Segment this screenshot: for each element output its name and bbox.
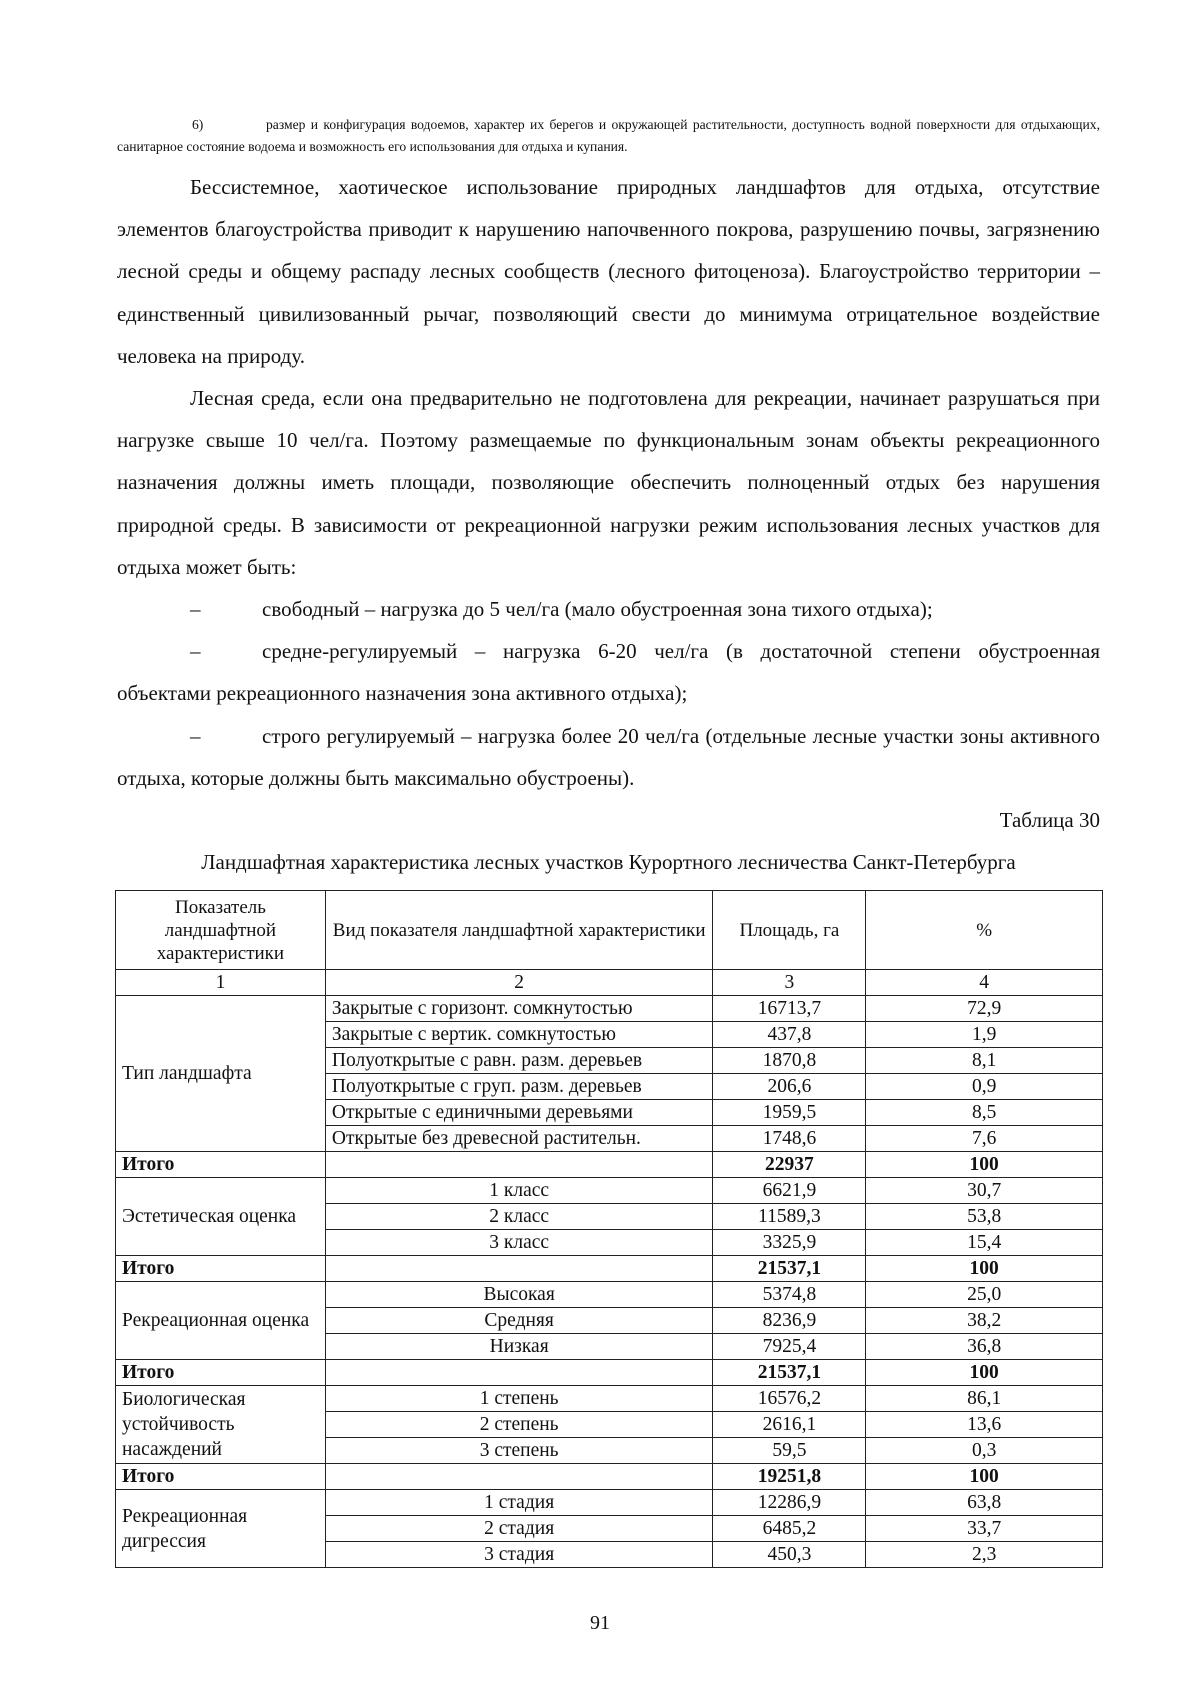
percent-value: 38,2 (866, 1308, 1103, 1334)
table-header-row (116, 891, 1103, 970)
total-row (116, 1152, 1103, 1178)
total-label: Итого (116, 1360, 326, 1386)
footnote-number: 6) (192, 117, 204, 132)
percent-value: 7,6 (866, 1126, 1103, 1152)
paragraph: Бессистемное, хаотическое использование природных ландшафтов для отдыха, отсутствие элементов благоустройства приводит к нарушению напочвенного покрова, разрушению почвы, загрязнению лесной среды и общему распаду лесных сообществ (лесного фитоценоза). Благоустройство территории – единственный цивилизованный рычаг, позволяющий свести до минимума отрицательное воздействие человека на природу. (117, 175, 1100, 368)
total-empty (325, 1464, 713, 1490)
percent-value: 72,9 (866, 996, 1103, 1022)
indicator-type: 1 степень (325, 1386, 713, 1412)
total-label: Итого (116, 1256, 326, 1282)
indicator-type: Средняя (325, 1308, 713, 1334)
total-label: Итого (116, 1464, 326, 1490)
group-name: Тип ландшафта (116, 996, 326, 1152)
indicator-type: Открытые с единичными деревьями (325, 1100, 713, 1126)
total-row (116, 1360, 1103, 1386)
percent-value: 2,3 (866, 1542, 1103, 1568)
footnote (117, 114, 1100, 158)
table-label: Таблица 30 (999, 808, 1100, 833)
area-value: 8236,9 (713, 1308, 866, 1334)
percent-value: 30,7 (866, 1178, 1103, 1204)
total-area: 21537,1 (713, 1360, 866, 1386)
area-value: 437,8 (713, 1022, 866, 1048)
column-number: 3 (713, 970, 866, 996)
column-number-row (116, 970, 1103, 996)
list-item-text: средне-регулируемый – нагрузка 6-20 чел/га (в достаточной степени обустроенная объектами рекреационного назначения зона активного отдыха); (117, 639, 1100, 706)
area-value: 1748,6 (713, 1126, 866, 1152)
column-number: 1 (116, 970, 326, 996)
total-percent: 100 (866, 1256, 1103, 1282)
column-number: 2 (325, 970, 713, 996)
total-percent: 100 (866, 1464, 1103, 1490)
indicator-type: Полуоткрытые с равн. разм. деревьев (325, 1048, 713, 1074)
area-value: 16576,2 (713, 1386, 866, 1412)
total-percent: 100 (866, 1152, 1103, 1178)
indicator-type: Закрытые с вертик. сомкнутостью (325, 1022, 713, 1048)
table-caption: Ландшафтная характеристика лесных участков Курортного лесничества Санкт-Петербурга (201, 850, 1016, 875)
percent-value: 63,8 (866, 1490, 1103, 1516)
area-value: 3325,9 (713, 1230, 866, 1256)
indicator-type: 3 степень (325, 1438, 713, 1464)
total-row (116, 1256, 1103, 1282)
area-value: 1870,8 (713, 1048, 866, 1074)
indicator-type: 1 класс (325, 1178, 713, 1204)
total-area: 19251,8 (713, 1464, 866, 1490)
table-body (116, 996, 1103, 1568)
percent-value: 8,5 (866, 1100, 1103, 1126)
total-percent: 100 (866, 1360, 1103, 1386)
percent-value: 8,1 (866, 1048, 1103, 1074)
header-indicator: Показатель ландшафтной характеристики (116, 891, 326, 970)
list-item (117, 588, 1100, 630)
table-row (116, 1386, 1103, 1412)
indicator-type: 3 класс (325, 1230, 713, 1256)
list-item (117, 630, 1100, 714)
area-value: 11589,3 (713, 1204, 866, 1230)
list-item-text: строго регулируемый – нагрузка более 20 чел/га (отдельные лесные участки зоны активного отдыха, которые должны быть максимально обустроены). (117, 723, 1100, 790)
column-number: 4 (866, 970, 1103, 996)
area-value: 450,3 (713, 1542, 866, 1568)
percent-value: 0,9 (866, 1074, 1103, 1100)
group-name: Рекреационная дигрессия (116, 1490, 326, 1568)
total-label: Итого (116, 1152, 326, 1178)
total-empty (325, 1256, 713, 1282)
percent-value: 25,0 (866, 1282, 1103, 1308)
header-indicator-type: Вид показателя ландшафтной характеристики (325, 891, 713, 970)
indicator-type: Закрытые с горизонт. сомкнутостью (325, 996, 713, 1022)
percent-value: 15,4 (866, 1230, 1103, 1256)
percent-value: 1,9 (866, 1022, 1103, 1048)
indicator-type: 1 стадия (325, 1490, 713, 1516)
area-value: 5374,8 (713, 1282, 866, 1308)
indicator-type: 3 стадия (325, 1542, 713, 1568)
indicator-type: Открытые без древесной растительн. (325, 1126, 713, 1152)
indicator-type: Высокая (325, 1282, 713, 1308)
table-row (116, 1490, 1103, 1516)
total-empty (325, 1152, 713, 1178)
header-area: Площадь, га (713, 891, 866, 970)
page-number: 91 (590, 1612, 610, 1634)
indicator-type: Полуоткрытые с груп. разм. деревьев (325, 1074, 713, 1100)
landscape-table (115, 890, 1103, 1568)
area-value: 6485,2 (713, 1516, 866, 1542)
indicator-type: Низкая (325, 1334, 713, 1360)
footnote-text: размер и конфигурация водоемов, характер их берегов и окружающей растительности, доступность водной поверхности для отдыхающих, санитарное состояние водоема и возможность его использования для отдыха и купания. (117, 117, 1100, 154)
total-area: 21537,1 (713, 1256, 866, 1282)
group-name: Биологическая устойчивость насаждений (116, 1386, 326, 1464)
area-value: 2616,1 (713, 1412, 866, 1438)
area-value: 6621,9 (713, 1178, 866, 1204)
area-value: 12286,9 (713, 1490, 866, 1516)
total-empty (325, 1360, 713, 1386)
list-marker: – (190, 639, 201, 664)
total-area: 22937 (713, 1152, 866, 1178)
indicator-type: 2 стадия (325, 1516, 713, 1542)
paragraph: Лесная среда, если она предварительно не подготовлена для рекреации, начинает разрушаться при нагрузке свыше 10 чел/га. Поэтому размещаемые по функциональным зонам объекты рекреационного назначения должны иметь площади, позволяющие обеспечить полноценный отдых без нарушения природной среды. В зависимости от рекреационной нагрузки режим использования лесных участков для отдыха может быть: (117, 386, 1100, 579)
area-value: 7925,4 (713, 1334, 866, 1360)
percent-value: 0,3 (866, 1438, 1103, 1464)
table-row (116, 996, 1103, 1022)
list-item-text: свободный – нагрузка до 5 чел/га (мало обустроенная зона тихого отдыха); (262, 597, 933, 622)
header-percent: % (866, 891, 1103, 970)
area-value: 16713,7 (713, 996, 866, 1022)
percent-value: 33,7 (866, 1516, 1103, 1542)
body-text (117, 166, 1100, 883)
list-marker: – (190, 597, 201, 622)
percent-value: 13,6 (866, 1412, 1103, 1438)
area-value: 59,5 (713, 1438, 866, 1464)
percent-value: 53,8 (866, 1204, 1103, 1230)
total-row (116, 1464, 1103, 1490)
table-row (116, 1178, 1103, 1204)
area-value: 1959,5 (713, 1100, 866, 1126)
indicator-type: 2 степень (325, 1412, 713, 1438)
group-name: Рекреационная оценка (116, 1282, 326, 1360)
group-name: Эстетическая оценка (116, 1178, 326, 1256)
indicator-type: 2 класс (325, 1204, 713, 1230)
percent-value: 36,8 (866, 1334, 1103, 1360)
percent-value: 86,1 (866, 1386, 1103, 1412)
area-value: 206,6 (713, 1074, 866, 1100)
table-row (116, 1282, 1103, 1308)
list-item (117, 715, 1100, 799)
list-marker: – (190, 723, 201, 748)
